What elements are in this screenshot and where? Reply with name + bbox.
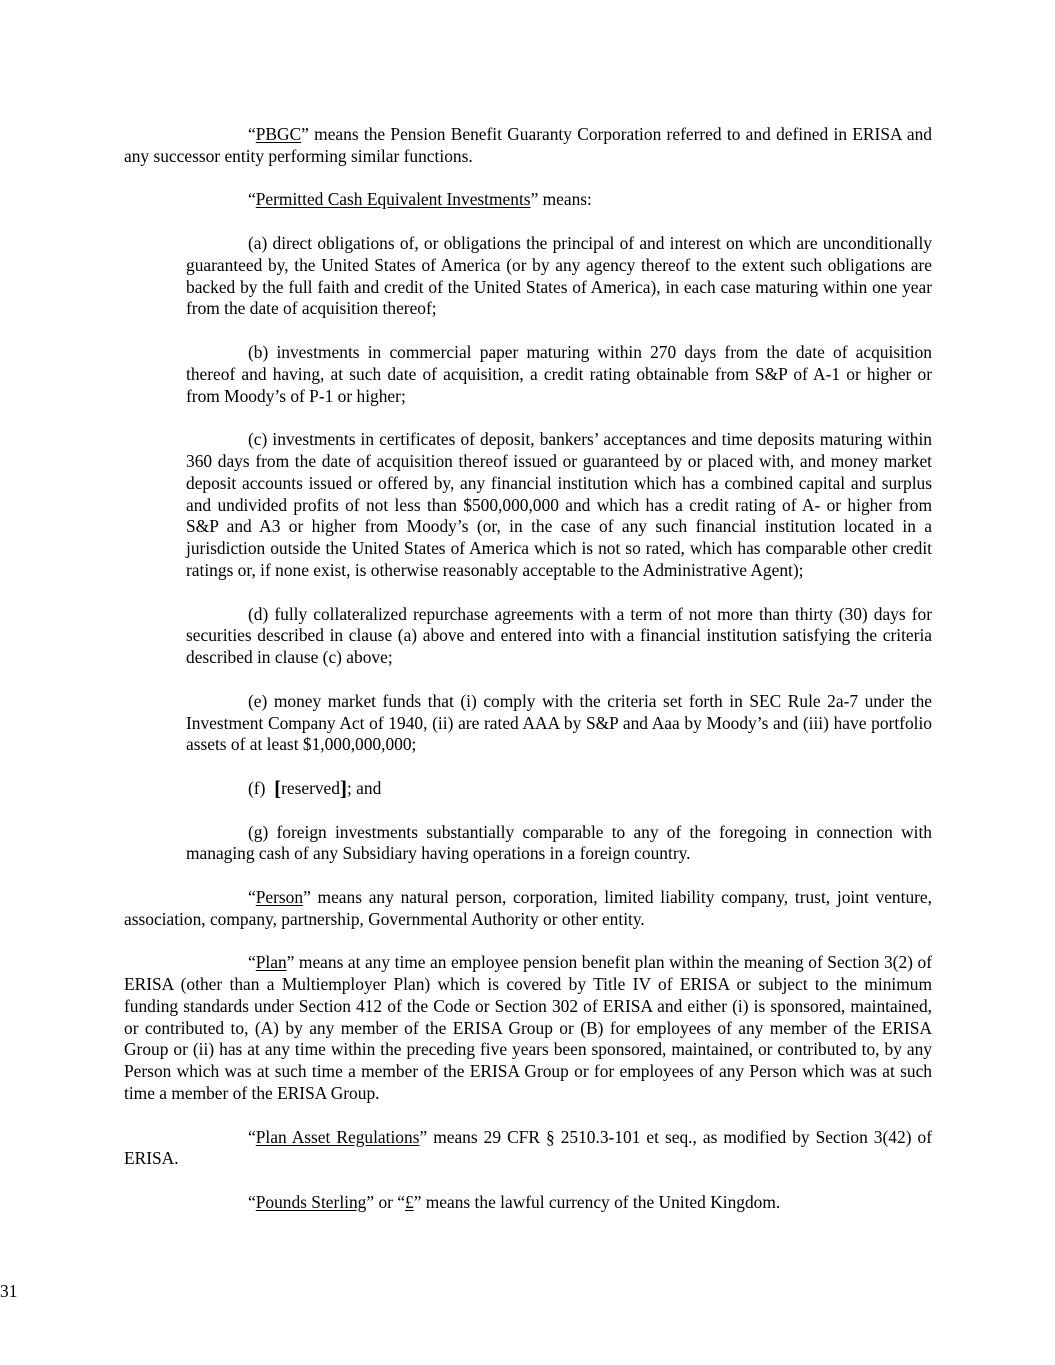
clause-f — [186, 775, 932, 800]
open-quote: “ — [248, 886, 256, 907]
defined-term-pound-symbol: £ — [405, 1192, 414, 1213]
defined-term-plan: Plan — [255, 952, 287, 973]
close-bracket: ] — [339, 775, 347, 800]
document-page — [124, 124, 932, 1236]
definition-text: ” means the Pension Benefit Guaranty Corporation referred to and defined in ERISA and any successor entity performing similar functions. — [124, 124, 932, 166]
reserved-text: reserved — [281, 777, 340, 798]
clause-c: (c) investments in certificates of deposit, bankers’ acceptances and time deposits maturing within 360 days from the date of acquisition thereof issued or guaranteed by or placed with, and money market deposit accounts issued or offered by, any financial institution which has a combined capital and surplus and undivided profits of not less than $500,000,000 and which has a credit rating of A- or higher from S&P and A3 or higher from Moody’s (or, in the case of any such financial institution located in a jurisdiction outside the United States of America which is not so rated, which has comparable other credit ratings or, if none exist, is otherwise reasonably acceptable to the Administrative Agent); — [186, 429, 932, 580]
definition-text: ” means at any time an employee pension benefit plan within the meaning of Section 3(2) of ERISA (other than a Multiemployer Plan) which is covered by Title IV of ERISA or subject to the minimum funding standards under Section 412 of the Code or Section 302 of ERISA and either (i) is sponsored, maintained, or contributed to, (A) by any member of the ERISA Group or (B) for employees of any member of the ERISA Group or (ii) has at any time within the preceding five years been sponsored, maintained, or contributed to, by any Person which was at such time a member of the ERISA Group or for employees of any Person which was at such time a member of the ERISA Group. — [124, 952, 932, 1104]
definition-text: ” means 29 CFR § 2510.3-101 et seq., as modified by Section 3(42) of ERISA. — [124, 1126, 932, 1169]
definition-pounds-sterling — [124, 1192, 932, 1214]
clause-f-label: (f) — [248, 777, 275, 798]
clause-g: (g) foreign investments substantially comparable to any of the foregoing in connection with managing cash of any Subsidiary having operations in a foreign country. — [186, 821, 932, 864]
definition-text: ” means any natural person, corporation, limited liability company, trust, joint venture, association, company, partnership, Governmental Authority or other entity. — [124, 886, 932, 929]
definition-person — [124, 887, 932, 931]
open-quote: “ — [248, 952, 256, 973]
definition-permitted-cash-equivalent-investments — [124, 189, 932, 211]
defined-term-permitted-cash-equivalent-investments: Permitted Cash Equivalent Investments — [255, 189, 531, 210]
open-quote: “ — [248, 1192, 256, 1213]
open-quote: “ — [248, 124, 256, 144]
defined-term-plan-asset-regulations: Plan Asset Regulations — [255, 1126, 420, 1147]
page-number: 31 — [0, 1281, 18, 1301]
clause-f-tail: ; and — [346, 777, 382, 798]
definition-plan-asset-regulations — [124, 1127, 932, 1171]
open-quote: “ — [248, 189, 256, 210]
definition-text: ” means: — [530, 189, 592, 210]
definition-pbgc — [124, 124, 932, 168]
defined-term-pounds-sterling: Pounds Sterling — [255, 1192, 367, 1213]
clause-e: (e) money market funds that (i) comply with the criteria set forth in SEC Rule 2a-7 under the Investment Company Act of 1940, (ii) are rated AAA by S&P and Aaa by Moody’s and (iii) have portfolio assets of at least $1,000,000,000; — [186, 690, 932, 755]
open-quote: “ — [248, 1126, 256, 1147]
clause-a: (a) direct obligations of, or obligations the principal of and interest on which are unconditionally guaranteed by, the United States of America (or by any agency thereof to the extent such obligations are backed by the full faith and credit of the United States of America), in each case maturing within one year from the date of acquisition thereof; — [186, 232, 932, 319]
definition-plan — [124, 952, 932, 1105]
defined-term-person: Person — [255, 886, 304, 907]
clause-d: (d) fully collateralized repurchase agreements with a term of not more than thirty (30) days for securities described in clause (a) above and entered into with a financial institution satisfying the criteria described in clause (c) above; — [186, 603, 932, 668]
definition-text: ” means the lawful currency of the United Kingdom. — [413, 1192, 781, 1213]
quote-separator: ” or “ — [366, 1192, 405, 1213]
defined-term-pbgc: PBGC — [255, 124, 302, 144]
clause-b: (b) investments in commercial paper maturing within 270 days from the date of acquisition thereof and having, at such date of acquisition, a credit rating obtainable from S&P of A-1 or higher or from Moody’s of P-1 or higher; — [186, 341, 932, 406]
open-bracket: [ — [274, 775, 282, 800]
